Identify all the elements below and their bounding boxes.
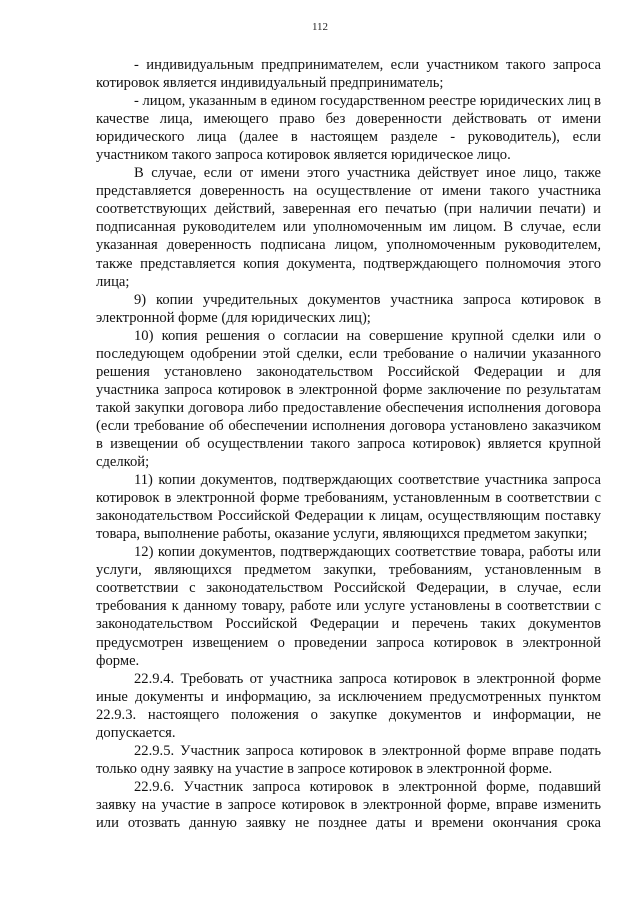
document-body [96,56,601,832]
paragraph-22-9-6: 22.9.6. Участник запроса котировок в электронной форме, подавший заявку на участие в запросе котировок в электронной форме, вправе изменить или отозвать данную заявку не позднее даты и времени окончания срока [96,778,601,831]
paragraph-item-11: 11) копии документов, подтверждающих соответствие участника запроса котировок в электронной форме требованиям, установленным в соответствии с законодательством Российской Федерации к лицам, осуществляющим поставку товара, выполнение работы, оказание услуги, являющихся предметом закупки; [96,472,601,543]
paragraph-individual-entrepreneur: - индивидуальным предпринимателем, если участником такого запроса котировок является индивидуальный предприниматель; [96,57,601,92]
paragraph-22-9-4: 22.9.4. Требовать от участника запроса котировок в электронной форме иные документы и информацию, за исключением предусмотренных пунктом 22.9.3. настоящего положения о закупке документов и информации, не допускается. [96,670,601,741]
paragraph-item-9: 9) копии учредительных документов участника запроса котировок в электронной форме (для юридических лиц); [96,291,601,326]
paragraph-power-of-attorney: В случае, если от имени этого участника действует иное лицо, также представляется доверенность на осуществление от имени такого участника соответствующих действий, заверенная его печатью (при наличии печати) и подписанная руководителем или уполномоченным им лицом. В случае, если указанная доверенность подписана лицом, уполномоченным руководителем, также представляется копия документа, подтверждающего полномочия этого лица; [96,165,601,290]
paragraph-legal-entity-head: - лицом, указанным в едином государственном реестре юридических лиц в качестве лица, имеющего право без доверенности действовать от имени юридического лица (далее в настоящем разделе - руководитель), если участником такого запроса котировок является юридическое лицо. [96,93,601,164]
paragraph-item-12: 12) копии документов, подтверждающих соответствие товара, работы или услуги, являющихся предметом закупки, требованиям, установленным в соответствии с законодательством Российской Федерации, в случае, если требования к данному товару, работе или услуге установлены в соответствии с законодательством Российской Федерации и перечень таких документов предусмотрен извещением о проведении запроса котировок в электронной форме. [96,544,601,669]
paragraph-item-10: 10) копия решения о согласии на совершение крупной сделки или о последующем одобрении этой сделки, если требование о наличии указанного решения установлено законодательством Российской Федерации и для участника запроса котировок в электронной форме заключение по результатам такой закупки договора либо предоставление обеспечения исполнения договора (если требование об обеспечении исполнения договора установлено заказчиком в извещении об осуществлении такого запроса котировок) является крупной сделкой; [96,327,601,471]
paragraph-22-9-5: 22.9.5. Участник запроса котировок в электронной форме вправе подать только одну заявку на участие в запросе котировок в электронной форме. [96,742,601,777]
page-number: 112 [311,21,329,33]
